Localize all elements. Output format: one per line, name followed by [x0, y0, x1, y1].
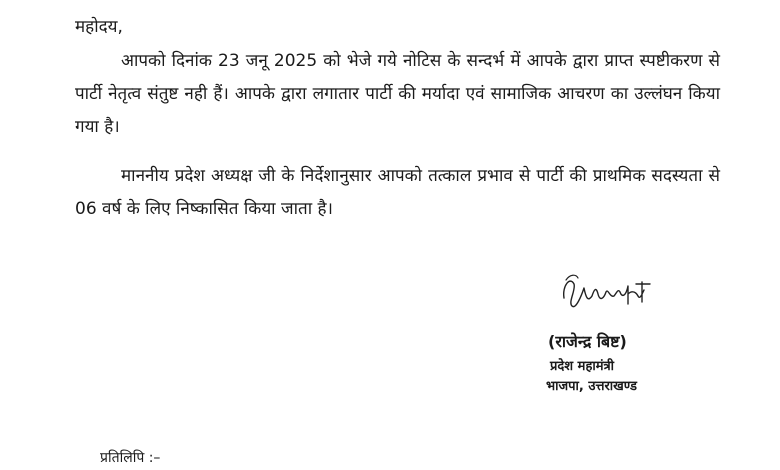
- copy-to-label: प्रतिलिपि :–: [100, 450, 161, 466]
- paragraph-expulsion: माननीय प्रदेश अध्यक्ष जी के निर्देशानुसार आपको तत्काल प्रभाव से पार्टी की प्राथमिक सदस्यता से 06 वर्ष के लिए निष्कासित किया जाता है।: [75, 166, 720, 219]
- signer-organization: भाजपा, उत्तराखण्ड: [546, 379, 637, 394]
- handwritten-signature: [556, 268, 656, 318]
- salutation: महोदय,: [75, 17, 123, 37]
- signer-designation: प्रदेश महामंत्री: [550, 359, 615, 374]
- paragraph-clarification: आपको दिनांक 23 जनू 2025 को भेजे गये नोटिस के सन्दर्भ में आपके द्वारा प्राप्त स्पष्टीकरण से पार्टी नेतृत्व संतुष्ट नही हैं। आपके द्वारा लगातार पार्टी की मर्यादा एवं सामाजिक आचरण का उल्लंघन किया गया है।: [75, 51, 720, 137]
- signer-name: (राजेन्द्र बिष्ट): [548, 332, 627, 351]
